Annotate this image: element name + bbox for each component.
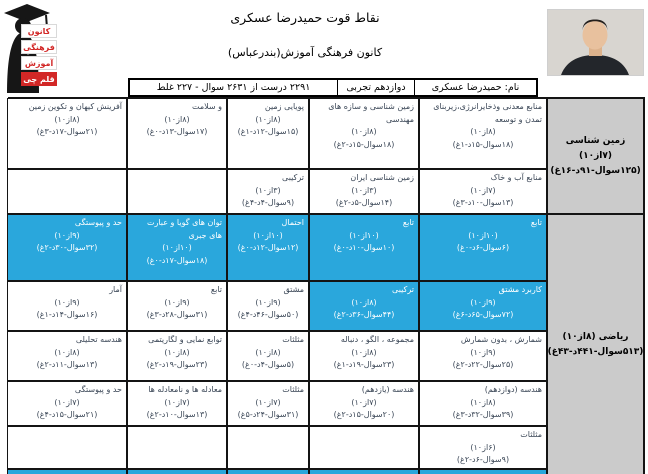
subject-stats: (۱۲۵سوال-۹۱د-۱۶غ) [550,165,641,176]
chapter-stats: (۱۳سوال-۱۰د-۳غ) [452,198,514,207]
chapter-cell-highlighted [309,214,419,281]
chapter-cell [127,381,227,426]
subject-label: ریاضی (۸از۱۰) [562,331,629,342]
chapter-stats: (۳۲سوال-۳۰د-۲غ) [36,243,98,252]
chapter-rating: (۸از۱۰) [54,347,80,357]
chapter-cell [309,98,419,169]
chapter-rating: (۱۰از۱۰) [162,243,192,252]
chapter-rating: (۱۰از۱۰) [349,230,379,240]
chapter-title: و سلامت [191,102,222,111]
chapter-stats: (۱۸سوال-۱۵د-۲غ) [333,139,395,149]
chapter-stats: (۱۸سوال-۱۵د-۱غ) [452,139,514,149]
chapter-cell [419,169,547,214]
chapter-cell [7,98,127,169]
chapter-rating: (۱۰از۱۰) [468,230,498,240]
chapter-rating: (۷از۱۰) [54,397,80,407]
chapter-cell [419,426,547,469]
chapter-title: منابع معدنی وذخایرانرژی،زیربنای تمدن و توسعه [433,102,542,124]
chapter-title: حد و پیوستگی [74,218,122,227]
chapter-title: تابع [402,218,414,227]
chapter-rating: (۱۰از۱۰) [253,230,283,240]
chapter-rating: (۸از۱۰) [164,347,190,357]
chapter-stats: (۱۸سوال-۱۷د-۰غ) [146,255,208,265]
chapter-stats: (۲۳سوال-۱۹د-۲غ) [146,360,208,369]
chapter-title: مثلثات [282,335,304,344]
chapter-cell-highlighted [419,214,547,281]
chapter-cell [227,98,309,169]
chapter-rating: (۹از۱۰) [164,297,190,307]
chapter-title: تابع [210,285,222,294]
logo-word: کانون [21,24,57,38]
chapter-stats: (۱۳سوال-۱۱د-۲غ) [36,360,98,369]
chapter-title: مجموعه ، الگو ، دنباله [340,335,414,344]
chapter-rating: (۸از۱۰) [470,127,496,136]
empty-cell [7,169,127,214]
chapter-rating: (۸از۱۰) [54,114,80,124]
empty-cell [227,426,309,469]
chapter-rating: (۷از۱۰) [351,397,377,407]
chapter-rating: (۷از۱۰) [470,185,496,195]
chapter-rating: (۸از۱۰) [351,347,377,357]
chapter-stats: (۹سوال-۶د-۲غ) [456,455,510,464]
chapter-cell [7,331,127,381]
cutoff-highlighted-cell [419,469,547,474]
chapter-rating: (۸از۱۰) [255,347,281,357]
chapter-stats: (۱۴سوال-۵د-۲غ) [335,198,393,207]
page-subtitle: کانون فرهنگی آموزش(بندرعباس) [227,46,383,59]
chapter-stats: (۳۱سوال-۲۸د-۳غ) [146,310,208,319]
empty-cell [127,169,227,214]
logo-word: آموزش [21,56,57,70]
empty-cell [7,426,127,469]
chapter-title: آمار [109,285,122,294]
chapter-cell [7,281,127,331]
chapter-cell [419,98,547,169]
cutoff-highlighted-cell [127,469,227,474]
chapter-title: احتمال [281,218,304,227]
chapter-title: آفرینش کیهان و تکوین زمین [28,102,122,111]
chapter-rating: (۸از۱۰) [351,127,377,136]
chapter-cell [227,331,309,381]
chapter-title: زمین شناسی ایران [350,173,414,182]
chapter-cell-highlighted [227,214,309,281]
chapter-title: زمین شناسی و سازه های مهندسی [328,102,414,124]
student-name: نام: حمیدرضا عسکری [431,82,520,93]
chapter-rating: (۸از۱۰) [351,297,377,307]
cutoff-highlighted-cell [309,469,419,474]
chapter-rating: (۷از۱۰) [255,397,281,407]
chapter-stats: (۱۳سوال-۱۰د-۲غ) [146,410,208,419]
chapter-title: معادله ها و نامعادله ها [148,385,222,394]
subject-stats: (۵۱۳سوال-۴۴۱د-۴۳غ) [547,346,644,357]
chapter-cell [227,381,309,426]
chapter-rating: (۹از۱۰) [470,347,496,357]
chapter-stats: (۱۵سوال-۱۲د-۱غ) [237,127,299,136]
chapter-stats: (۱۲سوال-۱۲د-۰غ) [237,243,299,252]
chapter-cell [419,381,547,426]
chapter-cell-highlighted [309,281,419,331]
chapter-rating: (۹از۱۰) [54,230,80,240]
chapter-rating: (۹از۱۰) [255,297,281,307]
chapter-stats: (۱۶سوال-۱۴د-۱غ) [36,310,98,319]
chapter-title: مثلثات [282,385,304,394]
chapter-title: حد و پیوستگی [74,385,122,394]
chapter-title: هندسه (دوازدهم) [484,385,542,394]
chapter-stats: (۵۰سوال-۴۶د-۴غ) [237,310,299,319]
chapter-cell [127,281,227,331]
chapter-cell [419,331,547,381]
chapter-title: مشتق [283,285,304,294]
subject-label: زمین شناسی (۷از۱۰) [565,135,626,161]
chapter-stats: (۲۰سوال-۱۵د-۲غ) [333,410,395,419]
chapter-rating: (۸از۱۰) [164,114,190,124]
cutoff-highlighted-cell [227,469,309,474]
chapter-stats: (۷۲سوال-۶۵د-۶غ) [452,310,514,319]
chapter-rating: (۷از۱۰) [164,397,190,407]
chapter-rating: (۶از۱۰) [470,442,496,452]
cutoff-highlighted-cell [7,469,127,474]
chapter-cell [227,169,309,214]
chapter-stats: (۵سوال-۴د-۰غ) [241,360,295,369]
empty-cell [127,426,227,469]
chapter-title: کاربرد مشتق [498,285,542,294]
chapter-rating: (۸از۱۰) [255,114,281,124]
chapter-stats: (۳۹سوال-۳۲د-۳غ) [452,410,514,419]
chapter-rating: (۳از۱۰) [255,185,281,195]
chapter-cell [127,98,227,169]
student-photo [547,9,644,76]
chapter-title: توان های گویا و عبارت های جبری [146,218,222,240]
chapter-stats: (۲۱سوال-۱۷د-۳غ) [36,127,98,136]
chapter-cell [227,281,309,331]
page-title: نقاط قوت حمیدرضا عسکری [230,10,380,25]
chapter-stats: (۶سوال-۶د-۰غ) [456,243,510,252]
chapter-stats: (۲۵سوال-۲۲د-۲غ) [452,360,514,369]
chapter-title: تابع [530,218,542,227]
subject-group-math [547,214,644,474]
chapter-stats: (۱۷سوال-۱۳د-۰غ) [146,127,208,136]
chapter-stats: (۱۰سوال-۱۰د-۰غ) [333,243,395,252]
chapter-cell [309,381,419,426]
chapter-title: پویایی زمین [264,102,304,111]
chapter-title: هندسه تحلیلی [75,335,122,344]
logo-word-ghalamchi: قلم چی [21,72,57,86]
chapter-title: هندسه (یازدهم) [361,385,414,394]
chapter-rating: (۳از۱۰) [351,185,377,195]
empty-cell [309,426,419,469]
chapter-cell-highlighted [127,214,227,281]
kanoon-logo [0,0,57,95]
student-info-bar [128,78,538,97]
chapter-stats: (۴۴سوال-۳۶د-۲غ) [333,310,395,319]
subject-group-geology [547,98,644,214]
score-summary: ۲۲۹۱ درست از ۲۶۳۱ سوال - ۲۲۷ غلط [156,82,311,93]
chapter-title: ترکیبی [282,173,304,182]
strengths-table [8,97,645,474]
chapter-rating: (۹از۱۰) [54,297,80,307]
logo-word: فرهنگی [21,40,57,54]
chapter-stats: (۳۱سوال-۲۴د-۵غ) [237,410,299,419]
chapter-cell [127,331,227,381]
chapter-rating: (۹از۱۰) [470,297,496,307]
chapter-title: مثلثات [520,430,542,439]
chapter-title: شمارش ، بدون شمارش [460,335,542,344]
chapter-cell [309,331,419,381]
chapter-title: ترکیبی [392,285,414,294]
chapter-title: منابع آب و خاک [490,173,542,182]
chapter-rating: (۸از۱۰) [470,397,496,407]
chapter-stats: (۲۳سوال-۱۹د-۱غ) [333,360,395,369]
chapter-cell-highlighted [419,281,547,331]
chapter-title: توابع نمایی و لگاریتمی [148,335,222,344]
chapter-cell [7,381,127,426]
chapter-cell-highlighted [7,214,127,281]
student-grade: دوازدهم تجربی [337,80,415,95]
chapter-stats: (۹سوال-۴د-۴غ) [241,198,295,207]
chapter-cell [309,169,419,214]
chapter-stats: (۲۱سوال-۱۵د-۴غ) [36,410,98,419]
